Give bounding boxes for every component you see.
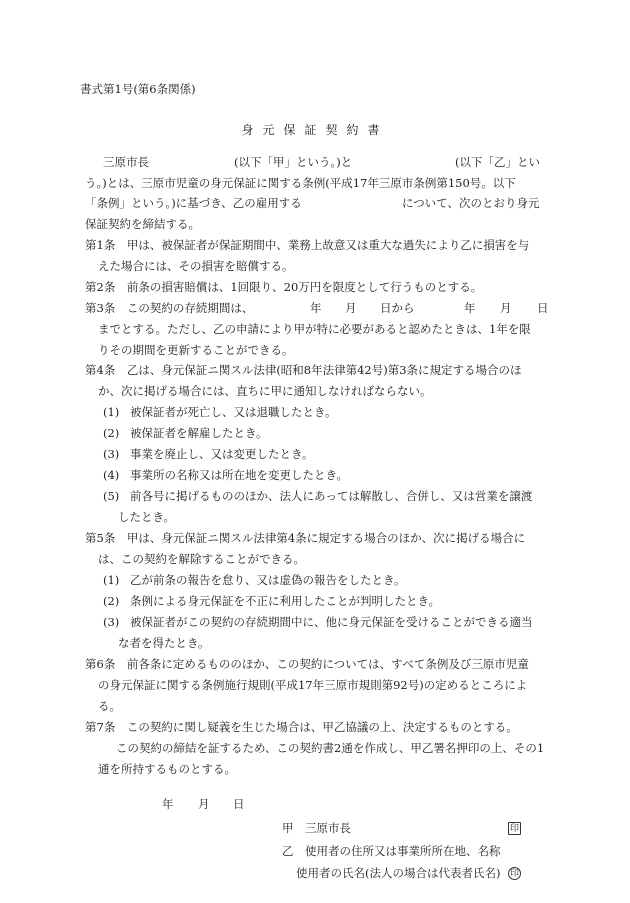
article-3-line-1: 第3条 この契約の存続期間は、 <box>85 301 254 315</box>
article-4-item-number: (3) <box>103 447 120 461</box>
article-5-item-text: 乙が前条の報告を怠り、又は虚偽の報告をしたとき。 <box>130 573 406 587</box>
date-day: 日 <box>233 797 245 811</box>
signature-party-b-address: 乙 使用者の住所又は事業所所在地、名称 <box>282 844 501 858</box>
article-3-start-month: 月 <box>345 301 357 315</box>
article-3-line-2: までとする。ただし、乙の申請により甲が特に必要があると認めたときは、1年を限 <box>98 322 531 336</box>
article-4-line-2: か、次に掲げる場合には、直ちに甲に通知しなければならない。 <box>98 384 432 398</box>
preamble-line-3b: について、次のとおり身元 <box>402 196 540 210</box>
article-1-line-1: 第1条 甲は、被保証者が保証期間中、業務上故意又は重大な過失により乙に損害を与 <box>85 238 530 252</box>
article-5-item-number: (3) <box>103 615 120 629</box>
document-title: 身元保証契約書 <box>241 123 389 137</box>
preamble-line-3a: 「条例」という。)に基づき、乙の雇用する <box>85 196 302 210</box>
article-3-end-day: 日 <box>537 301 549 315</box>
preamble-party-a-alias: (以下「甲」という。)と <box>234 155 353 169</box>
article-3-start-day: 日から <box>380 301 415 315</box>
article-1-line-2: えた場合には、その損害を賠償する。 <box>98 259 294 273</box>
date-year: 年 <box>162 797 174 811</box>
article-4-item-text: 前各号に掲げるもののほか、法人にあっては解散し、合併し、又は営業を譲渡 <box>130 489 533 503</box>
preamble-party-a: 三原市長 <box>103 155 149 169</box>
article-4-item-number: (5) <box>103 489 120 503</box>
article-3-line-3: りその期間を更新することができる。 <box>98 343 294 357</box>
article-4-item-5-continuation: したとき。 <box>118 510 176 524</box>
article-4-item-text: 事業を廃止し、又は変更したとき。 <box>130 447 314 461</box>
seal-stamp-icon: 印 <box>509 869 519 879</box>
article-4-item-number: (4) <box>103 468 120 482</box>
preamble-line-2: う。)とは、三原市児童の身元保証に関する条例(平成17年三原市条例第150号。以下 <box>85 176 516 190</box>
preamble-line-4: 保証契約を締結する。 <box>85 217 200 231</box>
article-4-item-text: 被保証者を解雇したとき。 <box>130 426 268 440</box>
article-4-item-number: (1) <box>103 405 120 419</box>
closing-line-2: 通を所持するものとする。 <box>98 762 236 776</box>
article-5-item-number: (2) <box>103 594 120 608</box>
article-5-line-1: 第5条 甲は、身元保証ニ関スル法律第4条に規定する場合のほか、次に掲げる場合に <box>85 531 526 545</box>
article-5-item-text: 被保証者がこの契約の存続期間中に、他に身元保証を受けることができる適当 <box>130 615 533 629</box>
article-4-item-number: (2) <box>103 426 120 440</box>
article-2-line-1: 第2条 前条の損害賠償は、1回限り、20万円を限度として行うものとする。 <box>85 280 483 294</box>
article-4-item-text: 被保証者が死亡し、又は退職したとき。 <box>130 405 337 419</box>
article-6-line-2: の身元保証に関する条例施行規則(平成17年三原市規則第92号)の定めるところによ <box>98 678 528 692</box>
article-5-item-number: (1) <box>103 573 120 587</box>
article-7-line-1: 第7条 この契約に関し疑義を生じた場合は、甲乙協議の上、決定するものとする。 <box>85 720 518 734</box>
article-4-item-text: 事業所の名称又は所在地を変更したとき。 <box>130 468 349 482</box>
preamble-party-b-alias: (以下「乙」とい <box>455 155 540 169</box>
article-6-line-1: 第6条 前各条に定めるもののほか、この契約については、すべて条例及び三原市児童 <box>85 657 529 671</box>
signature-party-b-name: 使用者の氏名(法人の場合は代表者氏名) <box>296 866 501 880</box>
article-3-start-year: 年 <box>310 301 322 315</box>
article-3-end-year: 年 <box>464 301 476 315</box>
article-6-line-3: る。 <box>98 699 121 713</box>
date-month: 月 <box>198 797 210 811</box>
closing-line-1: この契約の締結を証するため、この契約書2通を作成し、甲乙署名押印の上、その1 <box>116 741 545 755</box>
article-3-end-month: 月 <box>500 301 512 315</box>
article-5-item-text: 条例による身元保証を不正に利用したことが判明したとき。 <box>130 594 441 608</box>
seal-stamp-icon: 印 <box>509 824 519 834</box>
form-number: 書式第1号(第6条関係) <box>80 82 196 96</box>
article-4-line-1: 第4条 乙は、身元保証ニ関スル法律(昭和8年法律第42号)第3条に規定する場合のほ <box>85 363 522 377</box>
signature-party-a: 甲 三原市長 <box>282 821 351 835</box>
article-5-item-3-continuation: な者を得たとき。 <box>118 636 210 650</box>
article-5-line-2: は、この契約を解除することができる。 <box>98 552 305 566</box>
